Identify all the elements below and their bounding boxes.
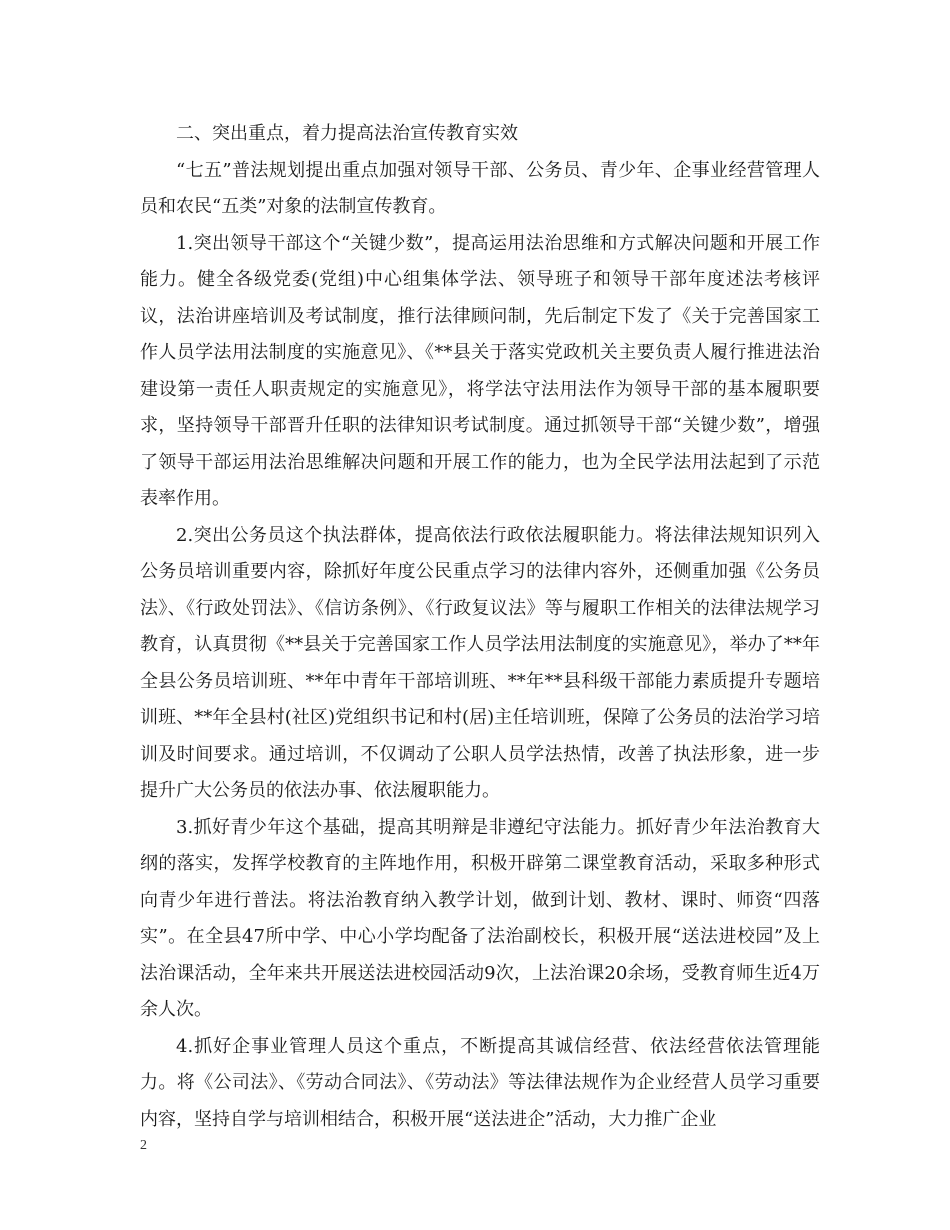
paragraph-youth: 3.抓好青少年这个基础，提高其明辩是非遵纪守法能力。抓好青少年法治教育大纲的落实，发挥学校教育的主阵地作用，积极开辟第二课堂教育活动，采取多种形式向青少年进行普法。将法治教育纳入教学计划，做到计划、教材、课时、师资“四落实”。在全县47所中学、中心小学均配备了法治副校长，积极开展“送法进校园”及上法治课活动，全年来共开展送法进校园活动9次，上法治课20余场，受教育师生近4万余人次。: [140, 816, 820, 1020]
section-heading: 二、突出重点，着力提高法治宣传教育实效: [176, 123, 518, 144]
paragraph-leading-cadres: 1.突出领导干部这个“关键少数”，提高运用法治思维和方式解决问题和开展工作能力。健全各级党委(党组)中心组集体学法、领导班子和领导干部年度述法考核评议，法治讲座培训及考试制度，推行法律顾问制，先后制定下发了《关于完善国家工作人员学法用法制度的实施意见》、《**县关于落实党政机关主要负责人履行推进法治建设第一责任人职责规定的实施意见》，将学法守法用法作为领导干部的基本履职要求，坚持领导干部晋升任职的法律知识考试制度。通过抓领导干部“关键少数”，增强了领导干部运用法治思维解决问题和开展工作的能力，也为全民学法用法起到了示范表率作用。: [140, 232, 820, 509]
paragraph-enterprise-managers: 4.抓好企事业管理人员这个重点，不断提高其诚信经营、依法经营依法管理能力。将《公司法》、《劳动合同法》、《劳动法》等法律法规作为企业经营人员学习重要内容，坚持自学与培训相结合，积极开展“送法进企”活动，大力推广企业: [140, 1035, 820, 1130]
paragraph-intro: “七五”普法规划提出重点加强对领导干部、公务员、青少年、企事业经营管理人员和农民“五类”对象的法制宣传教育。: [140, 159, 820, 217]
page-number: 2: [140, 1138, 147, 1153]
document-body: [140, 116, 820, 1138]
paragraph-civil-servants: 2.突出公务员这个执法群体，提高依法行政依法履职能力。将法律法规知识列入公务员培训重要内容，除抓好年度公民重点学习的法律内容外，还侧重加强《公务员法》、《行政处罚法》、《信访条例》、《行政复议法》等与履职工作相关的法律法规学习教育，认真贯彻《**县关于完善国家工作人员学法用法制度的实施意见》，举办了**年全县公务员培训班、**年中青年干部培训班、**年**县科级干部能力素质提升专题培训班、**年全县村(社区)党组织书记和村(居)主任培训班，保障了公务员的法治学习培训及时间要求。通过培训，不仅调动了公职人员学法热情，改善了执法形象，进一步提升广大公务员的依法办事、依法履职能力。: [140, 524, 820, 801]
